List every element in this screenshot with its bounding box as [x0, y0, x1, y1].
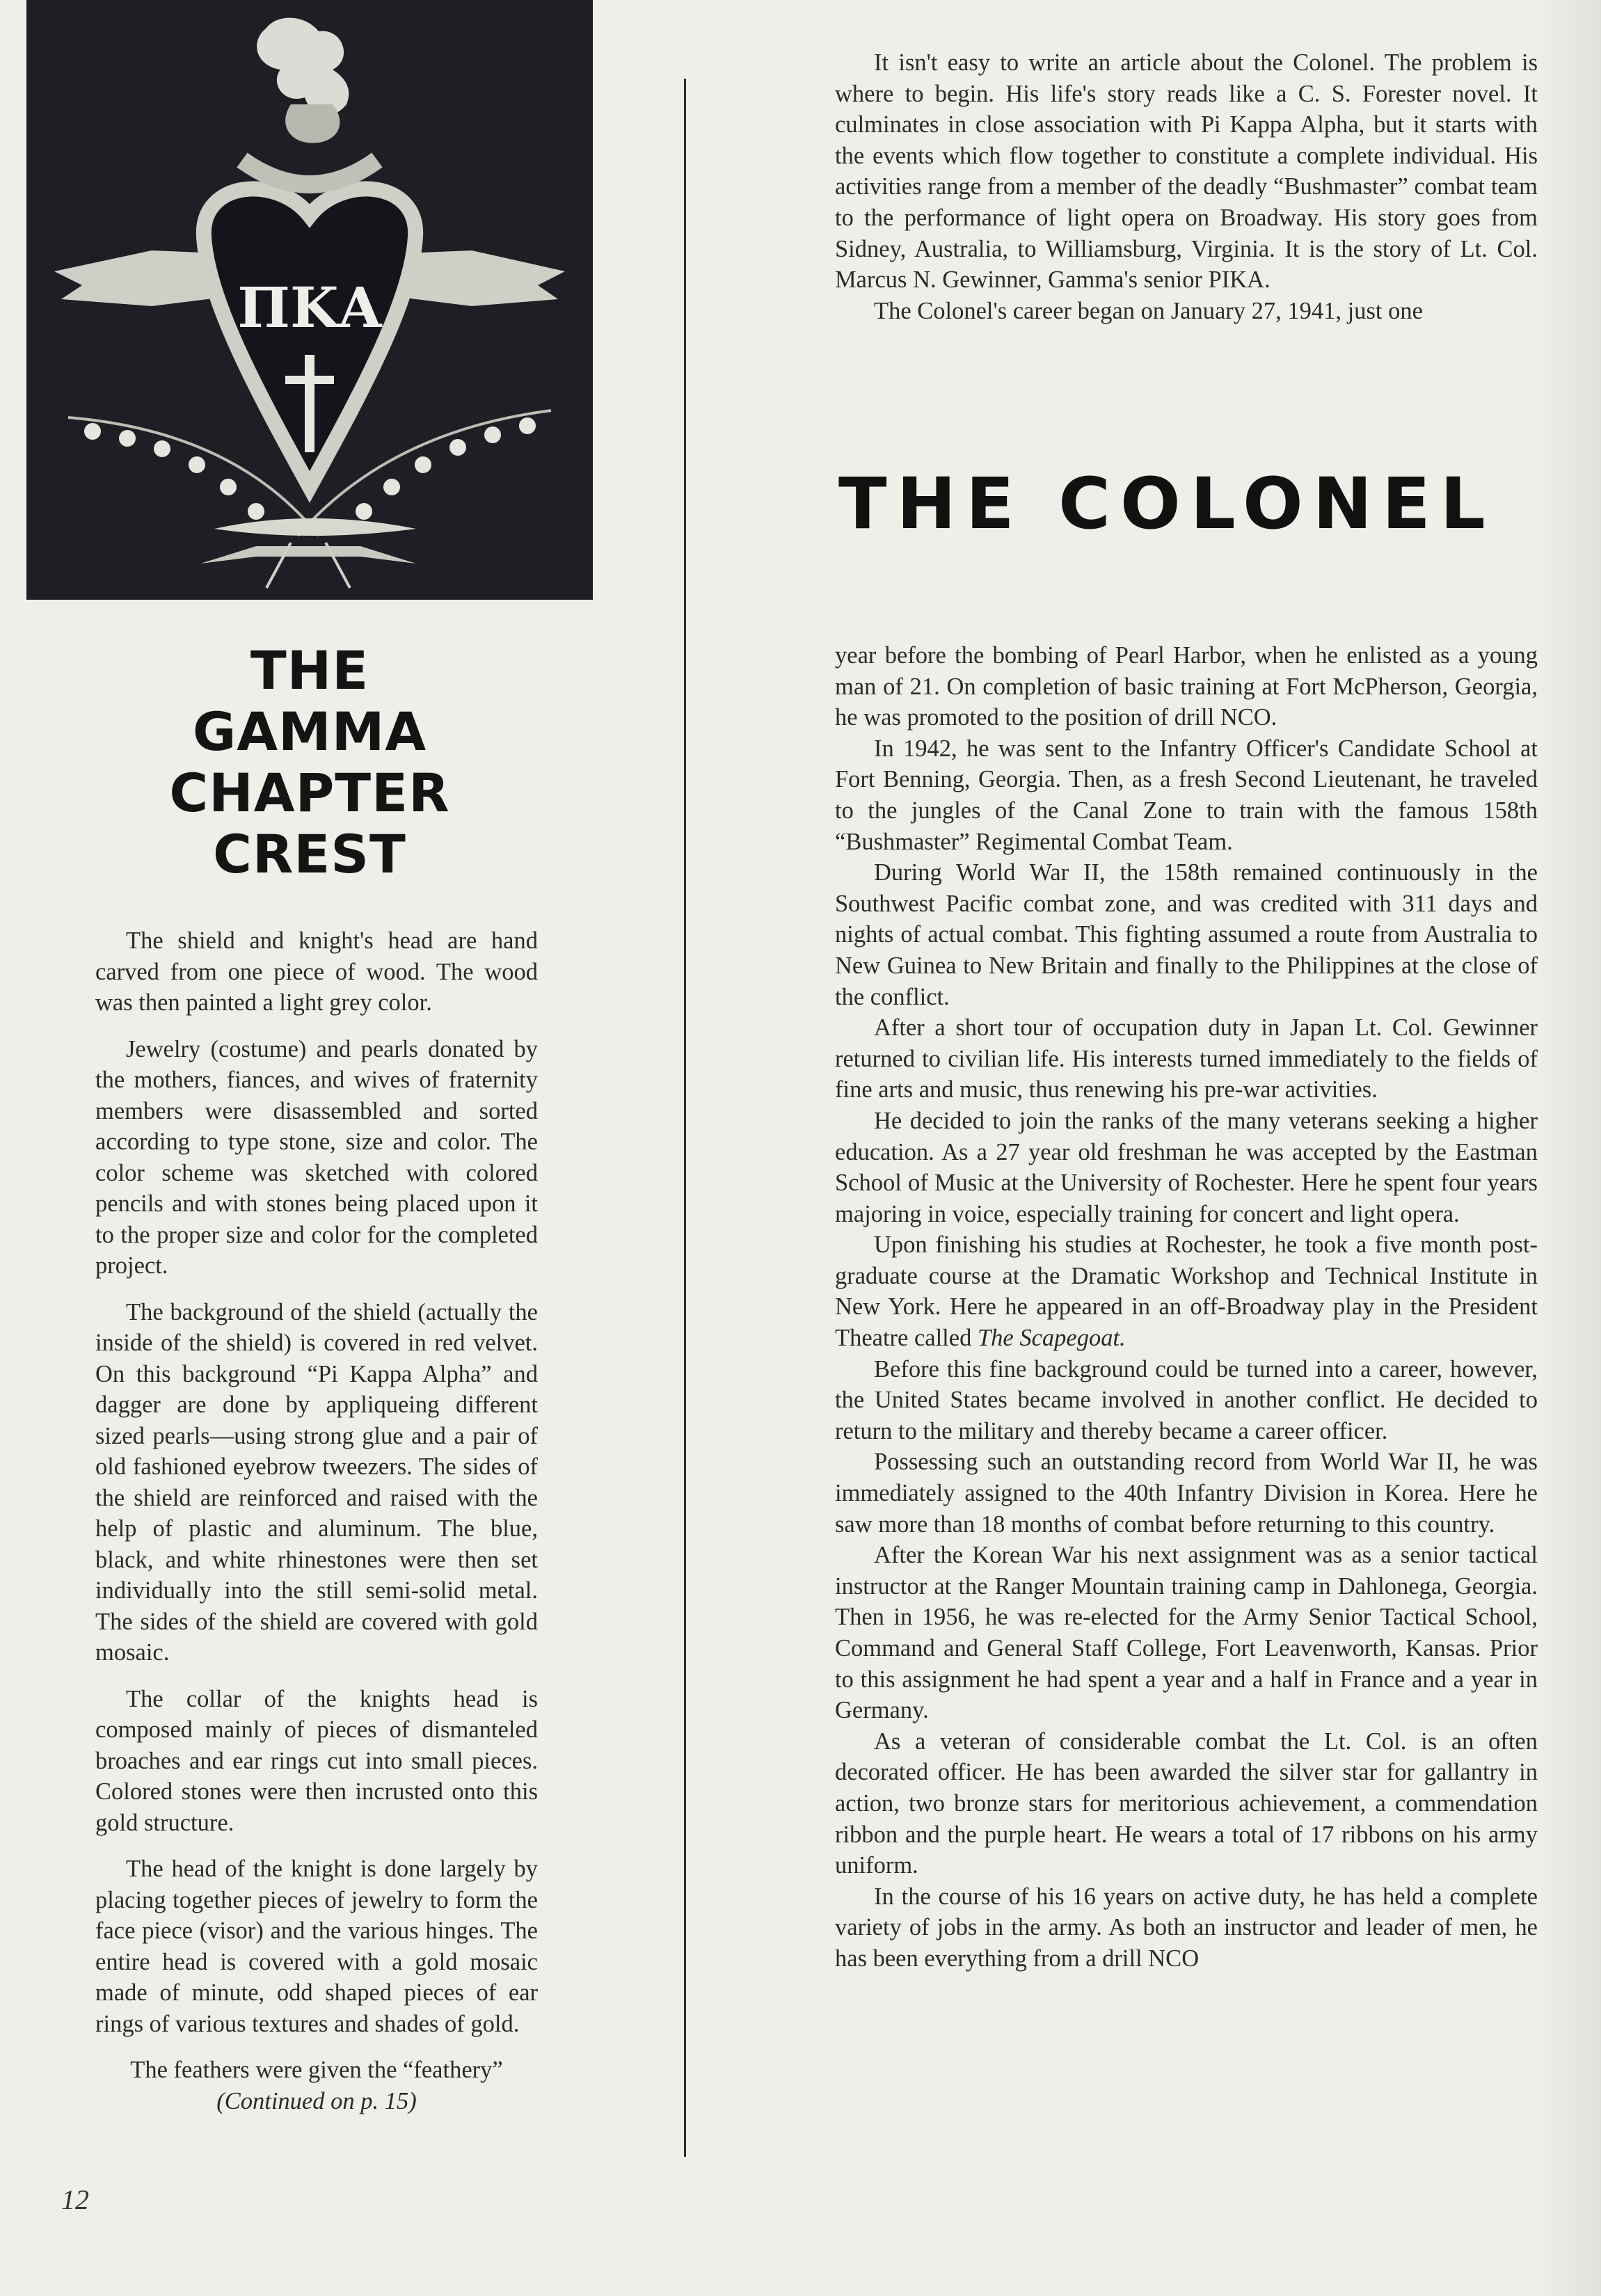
crest-article-body: [95, 925, 538, 2116]
paragraph: Possessing such an outstanding record from World War II, he was immediately assigned to the 40th Infantry Division in Korea. Here he saw more than 18 months of combat before returning to this country.: [835, 1449, 1538, 1538]
paragraph: Jewelry (costume) and pearls donated by the mothers, fiances, and wives of fraternity members were disassembled and sorted according to type stone, size and color. The color scheme was sketched with colored pencils and with stones being placed upon it to the proper size and color for the completed project.: [95, 1035, 538, 1279]
crest-article-title: [132, 640, 487, 885]
paragraph: The head of the knight is done largely by placing together pieces of jewelry to form the face piece (visor) and the various hinges. The entire head is covered with a gold mosaic made of minute, odd shaped pieces of ear rings of various textures and shades of gold.: [95, 1856, 538, 2037]
crest-photo: [26, 0, 593, 600]
colonel-article-body: [835, 640, 1538, 1975]
paragraph: He decided to join the ranks of the many veterans seeking a higher education. As a 27 year old freshman he was accepted by the Eastman School of Music at the University of Rochester. Here he spent four years majoring in voice, especially training for concert and light opera.: [835, 1107, 1538, 1227]
colonel-article-intro: [835, 47, 1538, 326]
paragraph: [835, 1229, 1538, 1353]
crest-title-line: CHAPTER: [169, 762, 450, 824]
paragraph: The shield and knight's head are hand carved from one piece of wood. The wood was then painted a light grey color.: [95, 927, 538, 1016]
crest-illustration: [26, 0, 593, 600]
continued-note: (Continued on p. 15): [216, 2087, 417, 2114]
paragraph: After the Korean War his next assignment was as a senior tactical instructor at the Ranger Mountain training camp in Dahlonega, Georgia. Then in 1956, he was re-elected for the Army Senior Tactical School, Command and General Staff College, Fort Leavenworth, Kansas. Prior to this assignment he had spent a year and a half in France and a year in Germany.: [835, 1542, 1538, 1724]
paragraph: It isn't easy to write an article about the Colonel. The problem is where to begin. His life's story reads like a C. S. Forester novel. It culminates in close association with Pi Kappa Alpha, but it starts with the events which flow together to constitute a complete individual. His activities range from a member of the deadly “Bushmaster” combat team to the performance of light opera on Broadway. His story goes from Sidney, Australia, to Williamsburg, Virginia. It is the story of Lt. Col. Marcus N. Gewinner, Gamma's senior PIKA.: [835, 49, 1538, 294]
paragraph: The background of the shield (actually the inside of the shield) is covered in red velvet. On this background “Pi Kappa Alpha” and dagger are done by appliqueing different sized pearls—using strong glue and a pair of old fashioned eyebrow tweezers. The sides of the shield are reinforced and raised with the help of plastic and aluminum. The blue, black, and white rhinestones were then set individually into the still semi-solid metal. The sides of the shield are covered with gold mosaic.: [95, 1298, 538, 1666]
svg-text:ΠΚΑ: ΠΚΑ: [237, 275, 382, 340]
crest-title-line: CREST: [213, 823, 406, 885]
paragraph: As a veteran of considerable combat the Lt. Col. is an often decorated officer. He has been awarded the silver star for gallantry in action, two bronze stars for meritorious achievement, a commendation ribbon and the purple heart. He wears a total of 17 ribbons on his army uniform.: [835, 1728, 1538, 1879]
paragraph: The feathers were given the “feathery”: [130, 2057, 503, 2083]
page-number: 12: [61, 2184, 89, 2215]
crest-title-line: GAMMA: [192, 701, 427, 763]
colonel-article-title: THE COLONEL: [838, 463, 1495, 545]
paragraph: The collar of the knights head is composed mainly of pieces of dismanteled broaches and ear rings cut into small pieces. Colored stones were then incrusted onto this gold structure.: [95, 1685, 538, 1836]
paragraph: The Colonel's career began on January 27, 1941, just one: [874, 297, 1423, 324]
paragraph: In 1942, he was sent to the Infantry Officer's Candidate School at Fort Benning, Georgia. Then, as a fresh Second Lieutenant, he traveled to the jungles of the Canal Zone to train with the famous 158th “Bushmaster” Regimental Combat Team.: [835, 735, 1538, 855]
paragraph: In the course of his 16 years on active duty, he has held a complete variety of jobs in the army. As both an instructor and leader of men, he has been everything from a drill NCO: [835, 1883, 1538, 1972]
crest-title-line: THE: [250, 639, 369, 701]
column-divider: [684, 79, 686, 2157]
paragraph: During World War II, the 158th remained continuously in the Southwest Pacific combat zone, and was credited with 311 days and nights of actual combat. This fighting assumed a route from Australia to New Guinea to New Britain and finally to the Philippines at the close of the conflict.: [835, 859, 1538, 1010]
page-edge-shadow: [1538, 0, 1601, 2296]
paragraph: year before the bombing of Pearl Harbor, when he enlisted as a young man of 21. On completion of basic training at Fort McPherson, Georgia, he was promoted to the position of drill NCO.: [835, 642, 1538, 731]
paragraph: Before this fine background could be turned into a career, however, the United States became involved in another conflict. He decided to return to the military and thereby became a career officer.: [835, 1355, 1538, 1444]
play-title: The Scapegoat.: [977, 1325, 1126, 1352]
paragraph-text: Upon finishing his studies at Rochester, he took a five month post-graduate course at the Dramatic Workshop and Technical Institute in New York. Here he appeared in an off-Broadway play in the President Theatre called: [835, 1231, 1538, 1352]
paragraph: After a short tour of occupation duty in Japan Lt. Col. Gewinner returned to civilian life. His interests turned immediately to the fields of fine arts and music, thus renewing his pre-war activities.: [835, 1014, 1538, 1103]
